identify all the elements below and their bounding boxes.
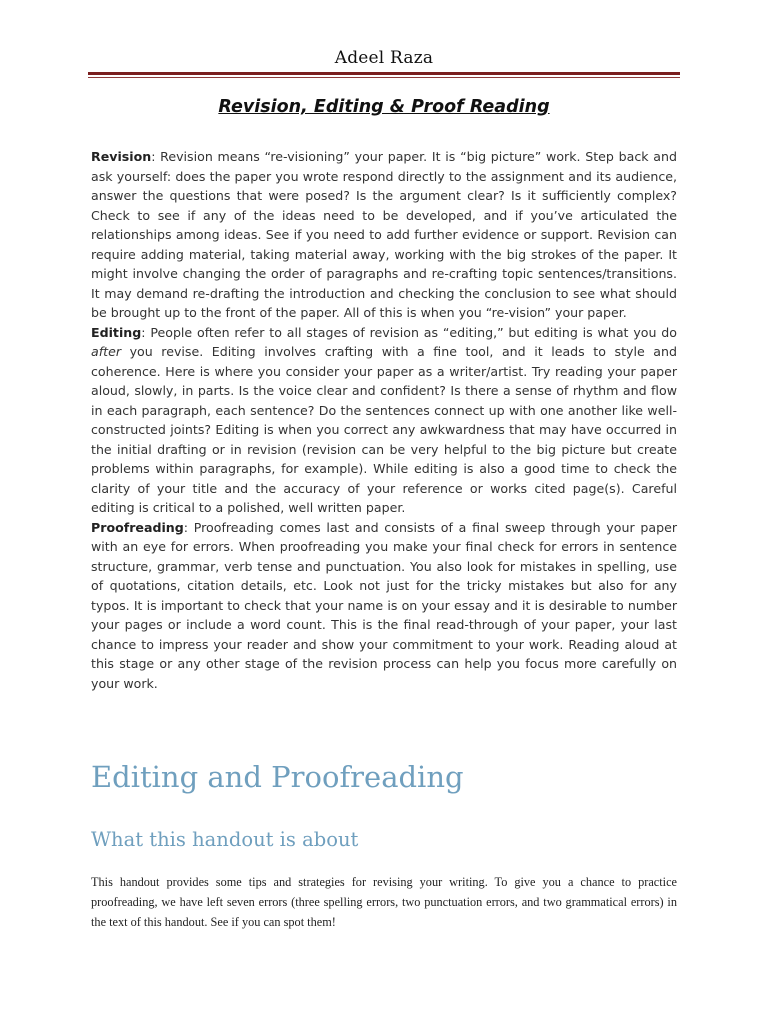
header-rule-thick xyxy=(88,72,680,75)
header-author: Adeel Raza xyxy=(334,48,434,68)
handout-paragraph: This handout provides some tips and strategies for revising your writing. To give you a chance to practice proofreading, we have left seven errors (three spelling errors, two punctuation errors, and two grammatical errors) in the text of this handout. See if you can spot them! xyxy=(91,875,677,929)
definitions-body xyxy=(91,147,677,693)
editing-paragraph xyxy=(91,323,677,518)
editing-emphasis: after xyxy=(91,344,122,359)
revision-paragraph xyxy=(91,147,677,323)
proofreading-text: : Proofreading comes last and consists of a final sweep through your paper with an eye for errors. When proofreading you make your final check for errors in sentence structure, grammar, verb tense and punctuation. You also look for mistakes in spelling, use of quotations, citation details, etc. Look not just for the tricky mistakes but also for any typos. It is important to check that your name is on your essay and it is desirable to number your pages or include a word count. This is the final read-through of your paper, your last chance to impress your reader and show your commitment to your work. Reading aloud at this stage or any other stage of the revision process can help you focus more carefully on your work. xyxy=(91,519,677,691)
header-rule-thin xyxy=(88,77,680,78)
handout-subheading: What this handout is about xyxy=(91,828,359,851)
handout-heading: Editing and Proofreading xyxy=(91,760,464,794)
editing-text-before: : People often refer to all stages of revision as “editing,” but editing is what you do xyxy=(141,324,677,340)
proofreading-term: Proofreading xyxy=(91,519,184,535)
editing-text-after: you revise. Editing involves crafting with a fine tool, and it leads to style and coherence. Here is where you consider your paper as a writer/artist. Try reading your paper aloud, slowly, in parts. Is the voice clear and confident? Is there a sense of rhythm and flow in each paragraph, each sentence? Do the sentences connect up with one another like well-constructed joints? Editing is when you correct any awkwardness that may have occurred in the initial drafting or in revision (revision can be very helpful to the big picture but create problems within paragraphs, for example). While editing is also a good time to check the clarity of your title and the accuracy of your reference or works cited page(s). Careful editing is critical to a polished, well written paper. xyxy=(91,344,677,515)
proofreading-paragraph xyxy=(91,518,677,694)
revision-term: Revision xyxy=(91,149,152,164)
document-title: Revision, Editing & Proof Reading xyxy=(218,97,550,117)
revision-text: : Revision means “re-visioning” your paper. It is “big picture” work. Step back and ask yourself: does the paper you wrote respond directly to the assignment and its audience, answer the questions that were posed? Is the argument clear? Is it sufficiently complex? Check to see if any of the ideas need to be developed, and if you’ve articulated the relationships among ideas. See if you need to add further evidence or support. Revision can require adding material, taking material away, working with the big strokes of the paper. It might involve changing the order of paragraphs and re-crafting topic sentences/transitions. It may demand re-drafting the introduction and checking the conclusion to see what should be brought up to the front of the paper. All of this is when you “re-vision” your paper. xyxy=(91,149,677,320)
editing-term: Editing xyxy=(91,324,142,340)
